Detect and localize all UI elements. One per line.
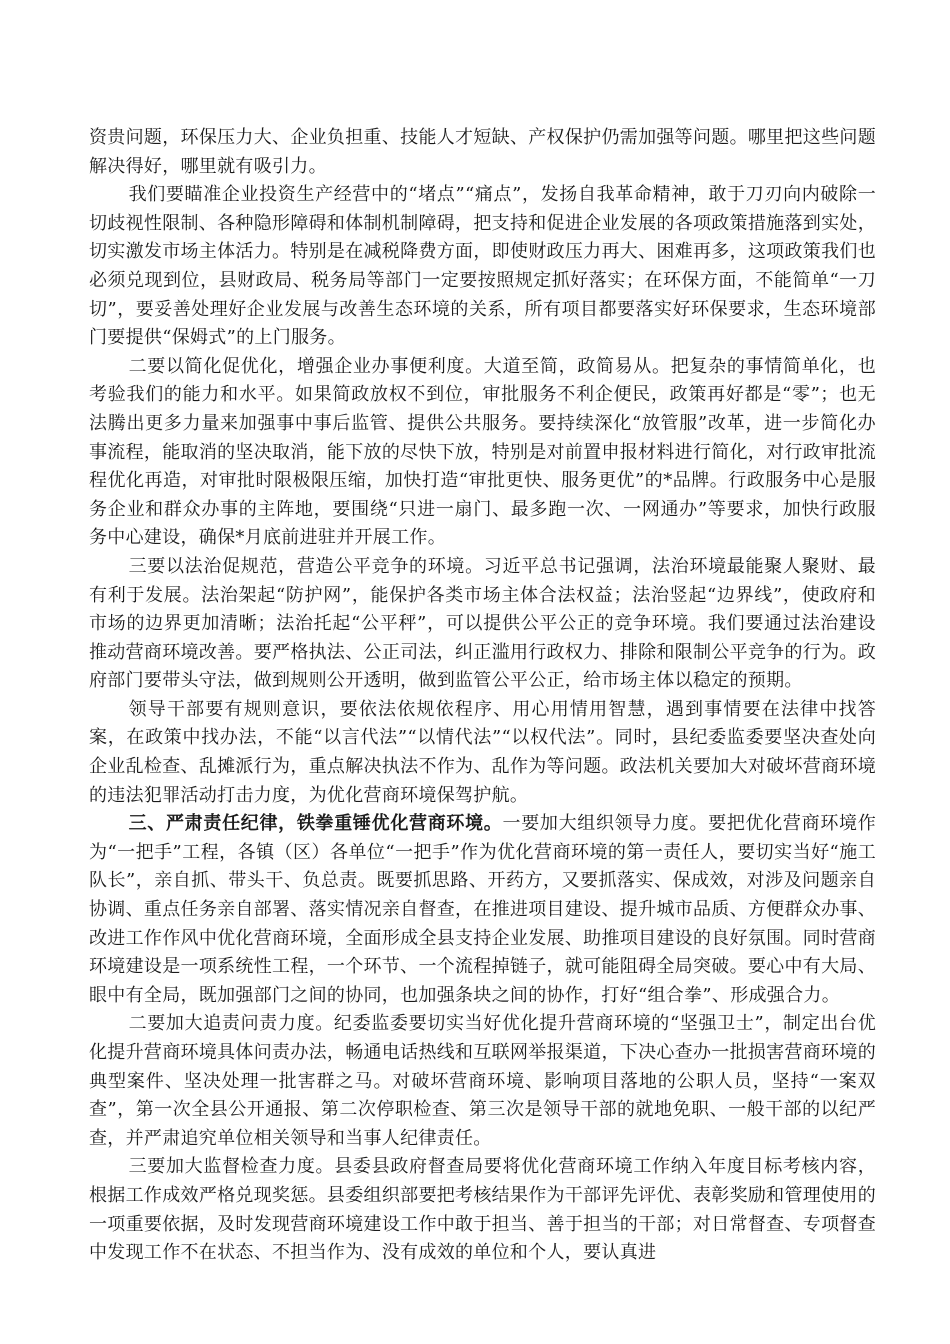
paragraph [89, 181, 876, 353]
paragraph [89, 353, 876, 553]
paragraph [89, 1153, 876, 1267]
paragraph-text: 一要加大组织领导力度。要把优化营商环境作为“一把手”工程，各镇（区）各单位“一把手”作为优化营商环境的第一责任人，要切实当好“施工队长”，亲自抓、带头干、负总责。既要抓思路、开药方，又要抓落实、保成效，对涉及问题亲自协调、重点任务亲自部署、落实情况亲自督查，在推进项目建设、提升城市品质、方便群众办事、改进工作作风中优化营商环境，全面形成全县支持企业发展、助推项目建设的良好氛围。同时营商环境建设是一项系统性工程，一个环节、一个流程掉链子，就可能阻碍全局突破。要心中有大局、眼中有全局，既加强部门之间的协同，也加强条块之间的协作，打好“组合拳”、形成强合力。 [89, 813, 877, 1006]
paragraph [89, 696, 876, 810]
paragraph-text: 三要以法治促规范，营造公平竞争的环境。习近平总书记强调，法治环境最能聚人聚财、最有利于发展。法治架起“防护网”，能保护各类市场主体合法权益；法治竖起“边界线”，使政府和市场的边界更加清晰；法治托起“公平秤”，可以提供公平公正的竞争环境。我们要通过法治建设推动营商环境改善。要严格执法、公正司法，纠正滥用行政权力、排除和限制公平竞争的行为。政府部门要带头守法，做到规则公开透明，做到监管公平公正，给市场主体以稳定的预期。 [89, 555, 876, 692]
paragraph-text: 二要以简化促优化，增强企业办事便利度。大道至简，政简易从。把复杂的事情简单化，也考验我们的能力和水平。如果简政放权不到位，审批服务不利企便民，政策再好都是“零”；也无法腾出更多力量来加强事中事后监管、提供公共服务。要持续深化“放管服”改革，进一步简化办事流程，能取消的坚决取消，能下放的尽快下放，特别是对前置申报材料进行简化，对行政审批流程优化再造，对审批时限极限压缩，加快打造“审批更快、服务更优”的*品牌。行政服务中心是服务企业和群众办事的主阵地，要围绕“只进一扇门、最多跑一次、一网通办”等要求，加快行政服务中心建设，确保*月底前进驻并开展工作。 [89, 355, 876, 549]
section-paragraph [89, 810, 876, 1010]
paragraph [89, 553, 876, 696]
paragraph [89, 1010, 876, 1153]
paragraph-text: 二要加大追责问责力度。纪委监委要切实当好优化提升营商环境的“坚强卫士”，制定出台优化提升营商环境具体问责办法，畅通电话热线和互联网举报渠道，下决心查办一批损害营商环境的典型案件、坚决处理一批害群之马。对破坏营商环境、影响项目落地的公职人员，坚持“一案双查”，第一次全县公开通报、第二次停职检查、第三次是领导干部的就地免职、一般干部的以纪严查，并严肃追究单位相关领导和当事人纪律责任。 [89, 1013, 876, 1149]
paragraph-text: 领导干部要有规则意识，要依法依规依程序、用心用情用智慧，遇到事情要在法律中找答案，在政策中找办法，不能“以言代法”“以情代法”“以权代法”。同时，县纪委监委要坚决查处向企业乱检查、乱摊派行为，重点解决执法不作为、乱作为等问题。政法机关要加大对破坏营商环境的违法犯罪活动打击力度，为优化营商环境保驾护航。 [89, 698, 876, 806]
section-heading: 三、严肃责任纪律，铁拳重锤优化营商环境。 [128, 813, 503, 835]
paragraph-text: 我们要瞄准企业投资生产经营中的“堵点”“痛点”，发扬自我革命精神，敢于刀刃向内破除一切歧视性限制、各种隐形障碍和体制机制障碍，把支持和促进企业发展的各项政策措施落到实处，切实激发市场主体活力。特别是在减税降费方面，即使财政压力再大、困难再多，这项政策我们也必须兑现到位，县财政局、税务局等部门一定要按照规定抓好落实；在环保方面，不能简单“一刀切”，要妥善处理好企业发展与改善生态环境的关系，所有项目都要落实好环保要求，生态环境部门要提供“保姆式”的上门服务。 [89, 184, 876, 349]
paragraph-text: 资贵问题，环保压力大、企业负担重、技能人才短缺、产权保护仍需加强等问题。哪里把这些问题解决得好，哪里就有吸引力。 [89, 127, 876, 177]
paragraph [89, 124, 876, 181]
paragraph-text: 三要加大监督检查力度。县委县政府督查局要将优化营商环境工作纳入年度目标考核内容，根据工作成效严格兑现奖惩。县委组织部要把考核结果作为干部评先评优、表彰奖励和管理使用的一项重要依据，及时发现营商环境建设工作中敢于担当、善于担当的干部；对日常督查、专项督查中发现工作不在状态、不担当作为、没有成效的单位和个人，要认真进 [89, 1156, 876, 1264]
document-body [89, 124, 876, 1268]
